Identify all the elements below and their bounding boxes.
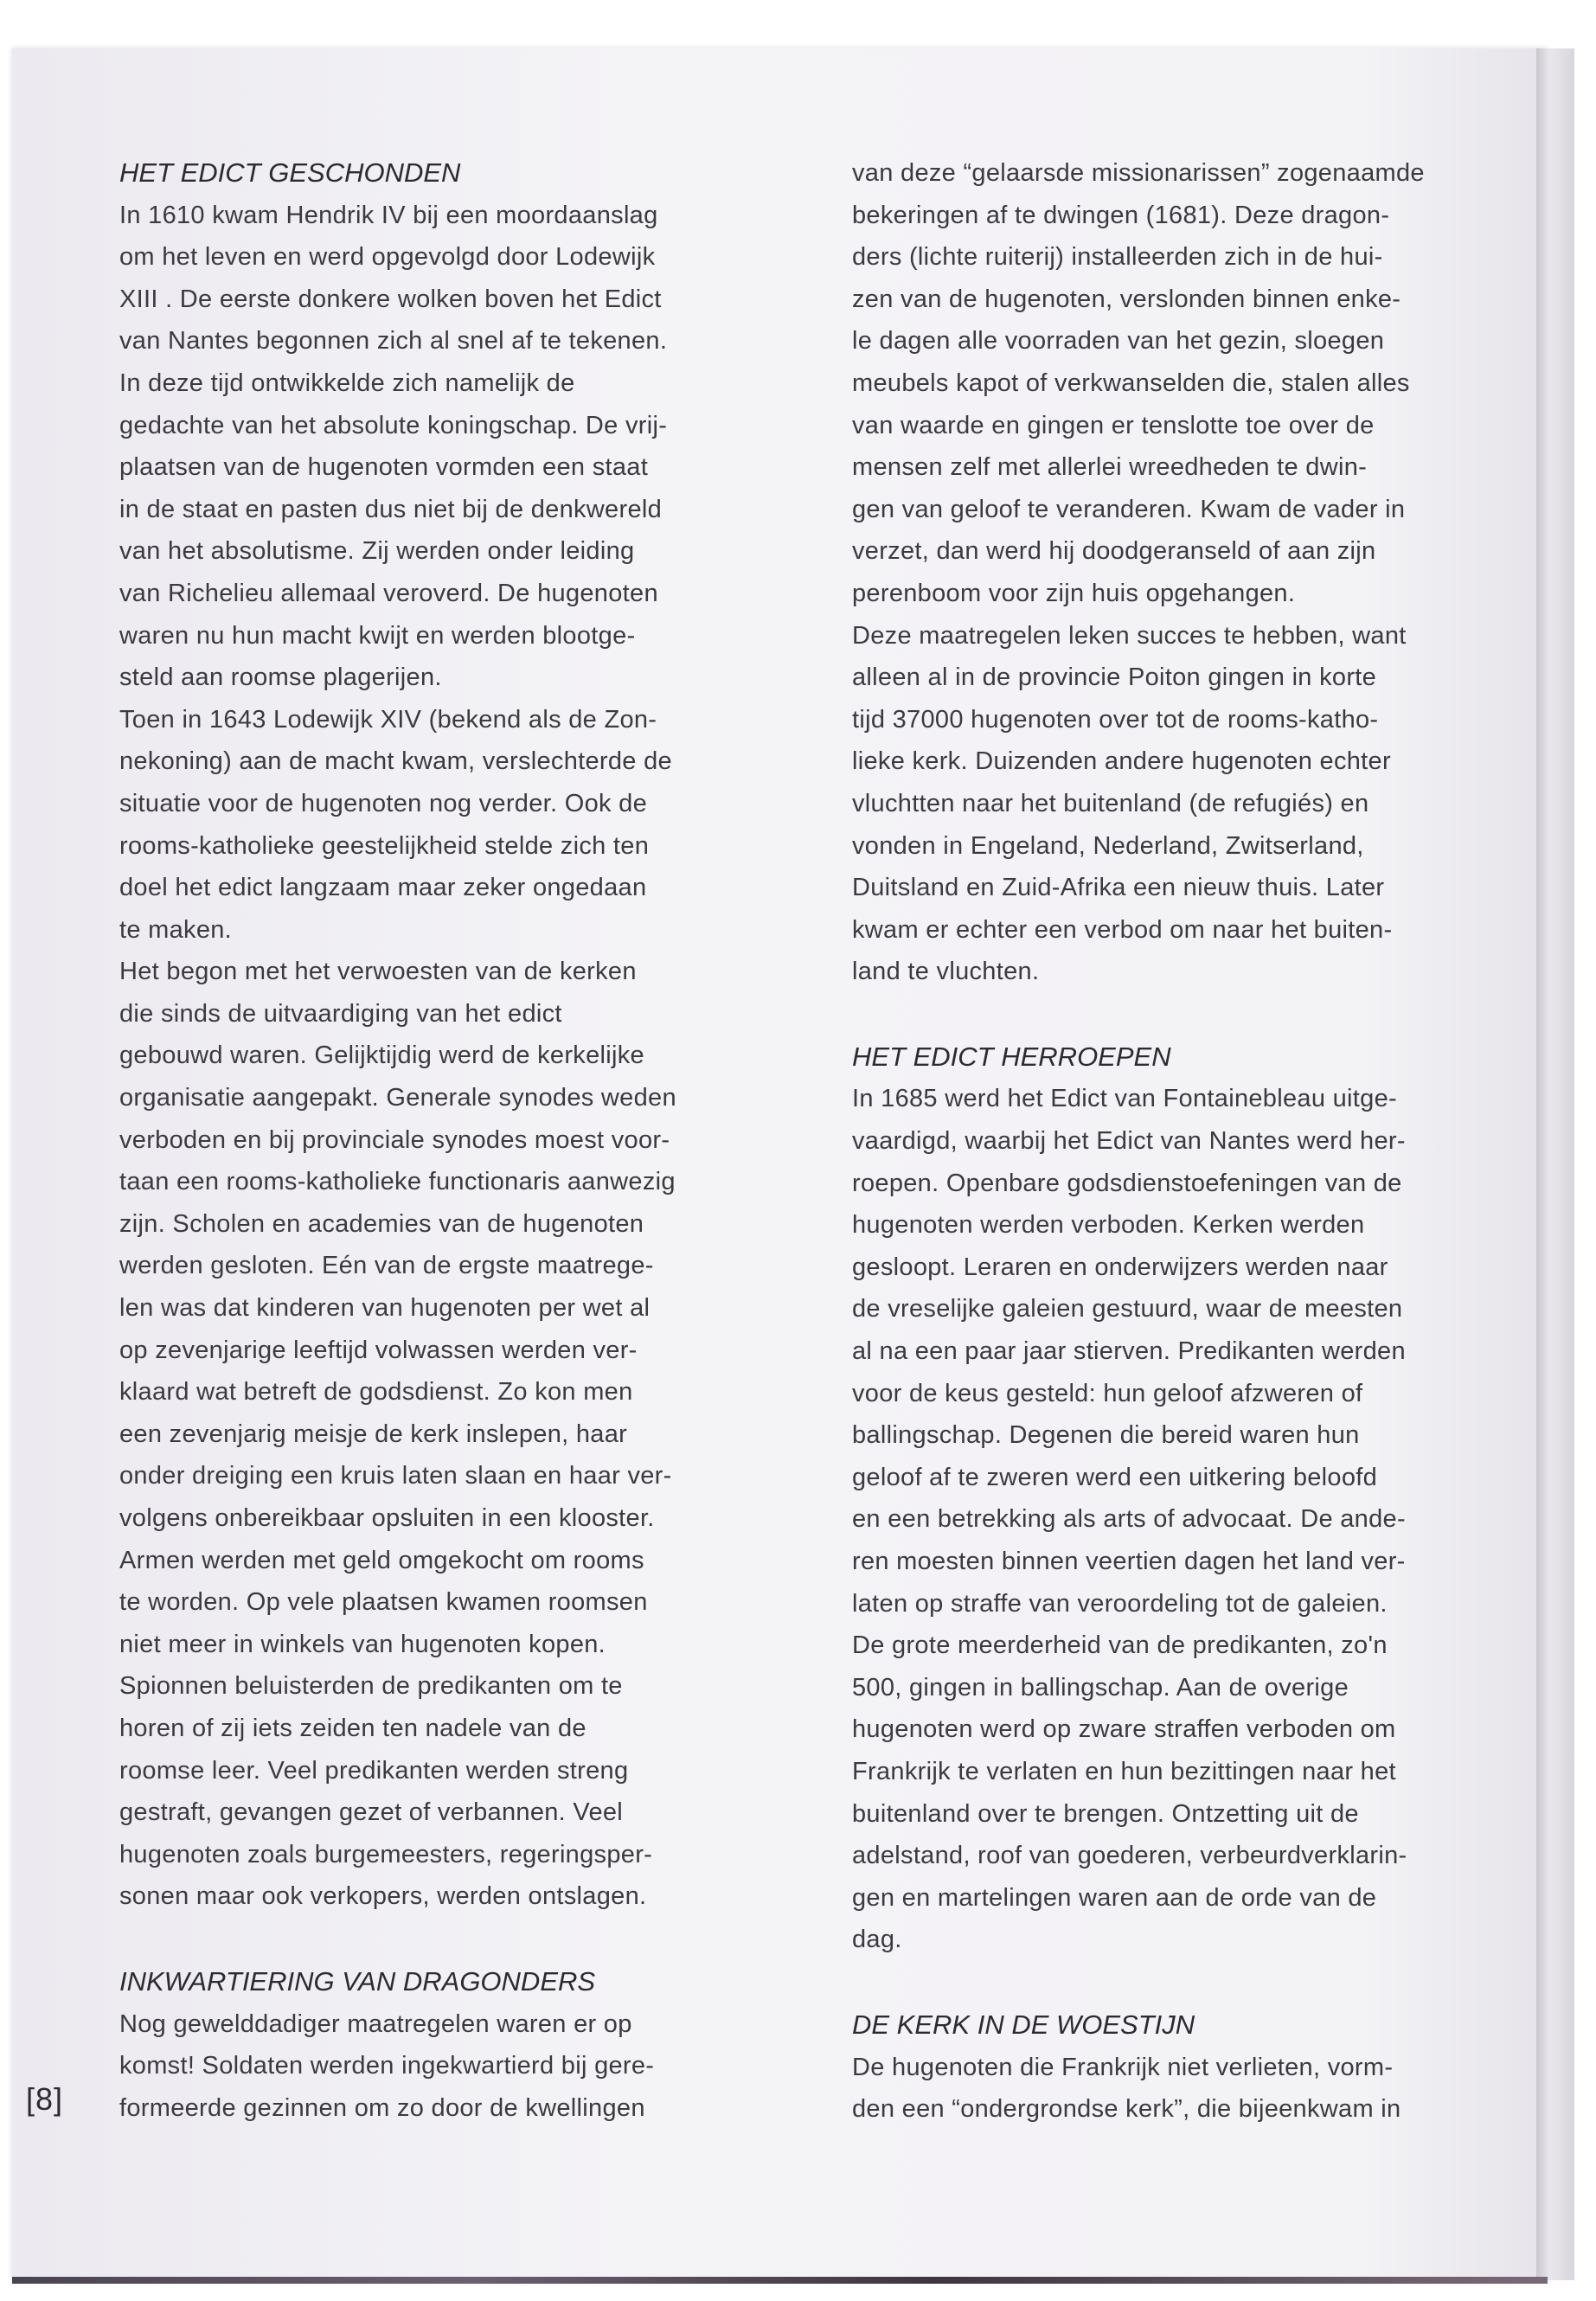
text-line: die sinds de uitvaardiging van het edict — [119, 999, 562, 1028]
text-line: Nog gewelddadiger maatregelen waren er op — [119, 2009, 632, 2038]
text-line: 500, gingen in ballingschap. Aan de overige — [852, 1673, 1349, 1702]
text-line: dag. — [852, 1926, 902, 1954]
text-line: mensen zelf met allerlei wreedheden te dwin- — [852, 453, 1368, 482]
text-line: vluchtten naar het buitenland (de refugiés) en — [852, 789, 1369, 817]
text-line: van Nantes begonnen zich al snel af te tekenen. — [119, 327, 668, 356]
section-body — [119, 2003, 742, 2130]
text-line: Duitsland en Zuid-Afrika een nieuw thuis. Later — [852, 874, 1385, 902]
text-line: meubels kapot of verkwanselden die, stalen alles — [852, 369, 1410, 397]
section-gap — [119, 1918, 742, 1961]
section-body — [852, 152, 1475, 993]
text-line: roomse leer. Veel predikanten werden streng — [119, 1756, 629, 1785]
book-spine — [1536, 48, 1574, 2280]
text-line: om het leven en werd opgevolgd door Lodewijk — [119, 243, 656, 272]
text-line: hugenoten werd op zware straffen verboden om — [852, 1715, 1396, 1744]
text-line: In 1610 kwam Hendrik IV bij een moordaanslag — [119, 201, 658, 229]
text-line: adelstand, roof van goederen, verbeurdverklarin- — [852, 1842, 1407, 1870]
text-line: Frankrijk te verlaten en hun bezittingen naar het — [852, 1757, 1396, 1785]
text-line: werden gesloten. Eén van de ergste maatrege- — [119, 1252, 654, 1280]
text-line: gedachte van het absolute koningschap. De vrij- — [119, 411, 668, 439]
text-line: den een “ondergrondse kerk”, die bijeenkwam in — [852, 2095, 1401, 2124]
text-line: een zevenjarig meisje de kerk inslepen, haar — [119, 1420, 628, 1448]
page-bottom-edge — [12, 2277, 1548, 2284]
text-line: van waarde en gingen er tenslotte toe over de — [852, 411, 1375, 439]
text-line: zen van de hugenoten, verslonden binnen enke- — [852, 285, 1401, 313]
text-line: lieke kerk. Duizenden andere hugenoten echter — [852, 747, 1391, 776]
text-line: te maken. — [119, 915, 233, 944]
text-line: le dagen alle voorraden van het gezin, sloegen — [852, 327, 1385, 356]
text-line: bekeringen af te dwingen (1681). Deze dragon- — [852, 201, 1390, 229]
text-line: gesloopt. Leraren en onderwijzers werden naar — [852, 1253, 1388, 1281]
text-line: sonen maar ook verkopers, werden ontslagen. — [119, 1882, 647, 1911]
text-line: De hugenoten die Frankrijk niet verlieten, vorm- — [852, 2053, 1394, 2081]
text-line: in de staat en pasten dus niet bij de denkwereld — [119, 495, 663, 523]
text-line: In 1685 werd het Edict van Fontainebleau uitge- — [852, 1085, 1397, 1113]
text-line: buitenland over te brengen. Ontzetting uit de — [852, 1799, 1359, 1828]
text-line: gebouwd waren. Gelijktijdig werd de kerkelijke — [119, 1042, 644, 1070]
text-line: Spionnen beluisterden de predikanten om te — [119, 1672, 623, 1701]
text-line: situatie voor de hugenoten nog verder. Ook de — [119, 789, 648, 817]
text-line: perenboom voor zijn huis opgehangen. — [852, 579, 1296, 607]
text-line: van deze “gelaarsde missionarissen” zogenaamde — [852, 159, 1425, 187]
text-line: onder dreiging een kruis laten slaan en haar ver- — [119, 1462, 672, 1490]
section-heading: INKWARTIERING VAN DRAGONDERS — [119, 1965, 596, 1997]
text-line: klaard wat betreft de godsdienst. Zo kon men — [119, 1378, 633, 1407]
text-line: rooms-katholieke geestelijkheid stelde zich ten — [119, 831, 650, 860]
text-line: formeerde gezinnen om zo door de kwellingen — [119, 2093, 645, 2122]
text-line: verzet, dan werd hij doodgeranseld of aan zijn — [852, 537, 1376, 566]
text-line: Armen werden met geld omgekocht om rooms — [119, 1546, 644, 1574]
text-line: geloof af te zweren werd een uitkering beloofd — [852, 1463, 1378, 1491]
text-line: hugenoten zoals burgemeesters, regeringsper- — [119, 1840, 653, 1868]
section-body — [852, 1078, 1475, 1960]
text-line: op zevenjarige leeftijd volwassen werden ver- — [119, 1336, 638, 1364]
text-line: ballingschap. Degenen die bereid waren hun — [852, 1421, 1360, 1450]
text-line: al na een paar jaar stierven. Predikanten werden — [852, 1337, 1406, 1366]
section-body — [119, 195, 742, 1918]
text-line: de vreselijke galeien gestuurd, waar de meesten — [852, 1295, 1403, 1324]
text-line: en een betrekking als arts of advocaat. De ande- — [852, 1505, 1406, 1534]
section-heading: DE KERK IN DE WOESTIJN — [852, 2009, 1195, 2040]
text-line: land te vluchten. — [852, 958, 1040, 986]
text-line: nekoning) aan de macht kwam, verslechterde de — [119, 747, 672, 776]
text-line: In deze tijd ontwikkelde zich namelijk de — [119, 369, 575, 397]
text-line: plaatsen van de hugenoten vormden een staat — [119, 453, 649, 482]
text-line: te worden. Op vele plaatsen kwamen roomsen — [119, 1588, 648, 1617]
text-line: roepen. Openbare godsdienstoefeningen van de — [852, 1169, 1402, 1197]
text-line: komst! Soldaten werden ingekwartierd bij gere- — [119, 2052, 655, 2080]
text-line: steld aan roomse plagerijen. — [119, 663, 442, 692]
text-line: waren nu hun macht kwijt en werden blootge- — [119, 621, 636, 650]
text-line: vonden in Engeland, Nederland, Zwitserland, — [852, 831, 1364, 860]
section-gap — [852, 993, 1475, 1036]
text-line: niet meer in winkels van hugenoten kopen. — [119, 1630, 606, 1658]
text-line: alleen al in de provincie Poiton gingen in korte — [852, 663, 1377, 692]
text-line: ren moesten binnen veertien dagen het land ver- — [852, 1548, 1406, 1575]
section-gap — [852, 1961, 1475, 2004]
text-line: hugenoten werden verboden. Kerken werden — [852, 1211, 1365, 1240]
text-line: De grote meerderheid van de predikanten, zo'n — [852, 1631, 1388, 1660]
text-line: kwam er echter een verbod om naar het buiten- — [852, 915, 1393, 944]
text-line: ders (lichte ruiterij) installeerden zich in de hui- — [852, 243, 1383, 272]
text-line: Toen in 1643 Lodewijk XIV (bekend als de Zon- — [119, 705, 657, 734]
text-line: XIII . De eerste donkere wolken boven het Edict — [119, 285, 662, 313]
text-line: gen van geloof te veranderen. Kwam de vader in — [852, 495, 1406, 523]
text-line: taan een rooms-katholieke functionaris aanwezig — [119, 1168, 676, 1196]
section-heading: HET EDICT HERROEPEN — [852, 1041, 1171, 1072]
text-line: organisatie aangepakt. Generale synodes weden — [119, 1084, 676, 1112]
text-line: gestraft, gevangen gezet of verbannen. Veel — [119, 1798, 624, 1827]
text-line: doel het edict langzaam maar zeker ongedaan — [119, 874, 647, 902]
text-line: len was dat kinderen van hugenoten per wet al — [119, 1294, 651, 1323]
text-line: horen of zij iets zeiden ten nadele van de — [119, 1714, 586, 1742]
text-line: vaardigd, waarbij het Edict van Nantes werd her- — [852, 1127, 1406, 1156]
text-line: gen en martelingen waren aan de orde van de — [852, 1883, 1377, 1912]
text-line: volgens onbereikbaar opsluiten in een klooster. — [119, 1504, 655, 1532]
text-line: tijd 37000 hugenoten over tot de rooms-katho- — [852, 705, 1379, 734]
text-line: van Richelieu allemaal veroverd. De hugenoten — [119, 579, 658, 607]
text-line: zijn. Scholen en academies van de hugenoten — [119, 1209, 644, 1238]
text-line: voor de keus gesteld: hun geloof afzweren of — [852, 1379, 1363, 1407]
text-line: verboden en bij provinciale synodes moest voor- — [119, 1125, 670, 1154]
right-column — [852, 152, 1475, 2131]
text-line: Deze maatregelen leken succes te hebben, want — [852, 621, 1407, 650]
text-line: laten op straffe van veroordeling tot de galeien. — [852, 1589, 1388, 1618]
section-heading: HET EDICT GESCHONDEN — [119, 157, 461, 188]
text-line: Het begon met het verwoesten van de kerken — [119, 958, 637, 986]
text-line: van het absolutisme. Zij werden onder leiding — [119, 537, 635, 566]
left-column — [119, 152, 742, 2129]
page-number: [8] — [26, 2081, 64, 2117]
section-body — [852, 2047, 1475, 2131]
